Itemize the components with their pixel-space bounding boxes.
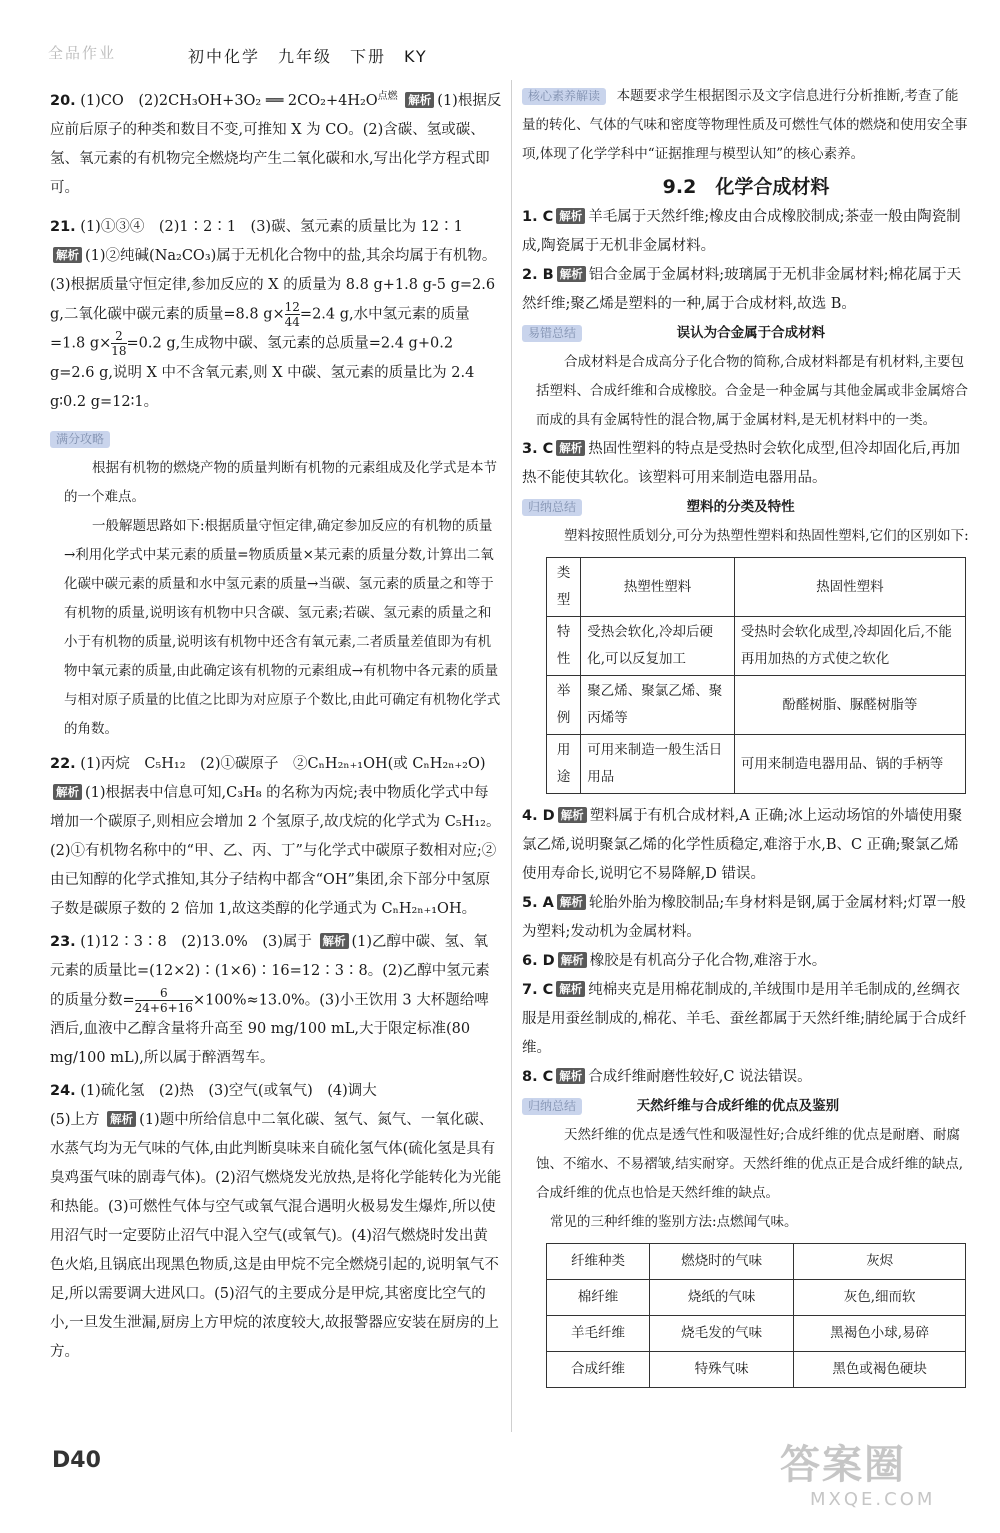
analysis-text: (1)②纯碱(Na₂CO₃)属于无机化合物中的盐,其余均属于有机物。(3)根据质量守恒定律,参加反应的 X 的质量为 8.8 g+1.8 g-5 g=2.6 g,二氧化碳中碳元素的质量=8.8 g×	[50, 247, 497, 323]
analysis-tag: 解析	[107, 1111, 136, 1127]
table-cell: 举例	[547, 676, 581, 735]
q21	[50, 213, 502, 242]
tip-box-common-mistakes	[522, 319, 970, 435]
answer: (5)上方	[50, 1112, 100, 1129]
table-header: 热塑性塑料	[581, 558, 735, 617]
answer: (1)12∶3∶8 (2)13.0% (3)属于	[80, 933, 312, 950]
answer: (1)CO (2)2CH₃OH+3O₂ ══ 2CO₂+4H₂O	[80, 92, 378, 109]
table-row	[547, 735, 966, 794]
question-number: 2. B	[522, 267, 554, 283]
fibers-table	[546, 1243, 966, 1388]
r-q1	[522, 203, 970, 261]
watermark	[780, 1440, 980, 1520]
tip-title: 塑料的分类及特性	[686, 499, 795, 515]
r-q2	[522, 261, 970, 319]
question-number: 23.	[50, 933, 76, 950]
table-row	[547, 1316, 966, 1352]
page-number: D40	[52, 1448, 101, 1473]
question-number: 6. D	[522, 953, 555, 969]
answer: (1)丙烷 C₅H₁₂ (2)①碳原子 ②CₙH₂ₙ₊₁OH(或 CₙH₂ₙ₊₂O)	[80, 755, 486, 772]
table-cell: 酚醛树脂、脲醛树脂等	[734, 676, 965, 735]
r-q3	[522, 435, 970, 493]
question-number: 7. C	[522, 982, 554, 998]
q23: 23. (1)12∶3∶8 (2)13.0% (3)属于 解析 (1)乙醇中碳、氢、氧元素的质量比=(12×2)∶(1×6)∶16=12∶3∶8。(2)乙醇中氢元素的质量分数= $\frac{6}{24+6+16}$ ×100%≈13.0%。(3)小王饮用 3 大杯题给啤酒后,血液中乙醇含量将升高至 90 mg/100 mL,大于限定标准(80 mg/100 mL),所以属于醉酒驾车。	[50, 928, 502, 1074]
tip-text: 合成材料是合成高分子化合物的简称,合成材料都是有机材料,主要包括塑料、合成纤维和合成橡胶。合金是一种金属与其他金属或非金属熔合而成的具有金属特性的混合物,属于金属材料,是无机材料中的一类。	[536, 354, 968, 428]
tip-text: 本题要求学生根据图示及文字信息进行分析推断,考查了能量的转化、气体的气味和密度等物理性质及可燃性气体的燃烧和使用安全事项,体现了化学学科中“证据推理与模型认知”的核心素养。	[522, 88, 968, 162]
fraction: $\frac{6}{24+6+16}$	[134, 985, 193, 1015]
tip-text: 天然纤维的优点是透气性和吸湿性好;合成纤维的优点是耐磨、耐腐蚀、不缩水、不易褶皱,结实耐穿。天然纤维的优点正是合成纤维的缺点,合成纤维的优点也恰是天然纤维的缺点。	[536, 1127, 964, 1201]
table-cell: 特性	[547, 617, 581, 676]
table-cell: 黑色或褐色硬块	[794, 1352, 966, 1388]
header-title: 初中化学 九年级 下册 KY	[188, 47, 428, 66]
tip-title: 误认为合金属于合成材料	[676, 325, 826, 341]
tip-tag: 归纳总结	[522, 499, 582, 516]
table-header: 热固性塑料	[734, 558, 965, 617]
table-cell: 合成纤维	[547, 1352, 650, 1388]
answer: (1)①③④ (2)1∶2∶1 (3)碳、氢元素的质量比为 12∶1	[80, 218, 463, 235]
table-header: 类型	[547, 558, 581, 617]
analysis-text: 轮胎外胎为橡胶制品;车身材料是钢,属于金属材料;灯罩一般为塑料;发动机为金属材料。	[522, 895, 966, 940]
tip-tag: 核心素养解读	[522, 88, 606, 105]
tip-text: 常见的三种纤维的鉴别方法:点燃闻气味。	[550, 1214, 798, 1230]
table-header: 燃烧时的气味	[649, 1244, 793, 1280]
analysis-tag: 解析	[556, 1068, 585, 1084]
question-number: 1. C	[522, 209, 554, 225]
fraction: $\frac{12}{44}$	[284, 299, 300, 329]
q22-analysis	[50, 779, 502, 924]
table-row	[547, 1352, 966, 1388]
table-cell: 聚乙烯、聚氯乙烯、聚丙烯等	[581, 676, 735, 735]
question-number: 22.	[50, 755, 76, 772]
analysis-text: 塑料属于有机合成材料,A 正确;冰上运动场馆的外墙使用聚氯乙烯,说明聚氯乙烯的化学性质稳定,难溶于水,B、C 正确;聚氯乙烯使用寿命长,说明它不易降解,D 错误。	[522, 808, 963, 882]
r-q6	[522, 947, 970, 976]
analysis-tag: 解析	[557, 266, 586, 282]
table-header: 灰烬	[794, 1244, 966, 1280]
table-cell: 烧纸的气味	[649, 1280, 793, 1316]
question-number: 4. D	[522, 808, 555, 824]
analysis-text: (1)根据表中信息可知,C₃H₈ 的名称为丙烷;表中物质化学式中每增加一个碳原子,则相应会增加 2 个氢原子,故戊烷的化学式为 C₅H₁₂。(2)①有机物名称中的“甲、乙、丙、丁”与化学式中碳原子数相对应;②由已知醇的化学式推知,其分子结构中都含“OH”集团,余下部分中氢原子数是碳原子数的 2 倍加 1,故这类醇的化学通式为 CₙH₂ₙ₊₁OH。	[50, 784, 501, 917]
r-q8	[522, 1063, 970, 1092]
tip-text: 一般解题思路如下:根据质量守恒定律,确定参加反应的有机物的质量→利用化学式中某元素的质量=物质质量×某元素的质量分数,计算出二氧化碳中碳元素的质量和水中氢元素的质量→当碳、氢元素的质量之和等于有机物的质量,说明该有机物中只含碳、氢元素;若碳、氢元素的质量之和小于有机物的质量,说明该有机物中还含有氧元素,二者质量差值即为有机物中氧元素的质量,由此确定该有机物的元素组成→有机物中各元素的质量与相对原子质量的比值之比即为对应原子个数比,由此可确定有机物化学式的角数。	[64, 517, 501, 737]
analysis-tag: 解析	[320, 933, 349, 949]
analysis-text: 橡胶是有机高分子化合物,难溶于水。	[589, 953, 827, 969]
analysis-tag: 解析	[556, 981, 585, 997]
analysis-tag: 解析	[556, 208, 585, 224]
tip-box-plastics	[522, 493, 970, 794]
r-q7	[522, 976, 970, 1063]
table-cell: 可用来制造一般生活日用品	[581, 735, 735, 794]
answer: (1)硫化氢 (2)热 (3)空气(或氧气) (4)调大	[80, 1083, 377, 1100]
q24-analysis	[50, 1106, 502, 1367]
tip-text: 根据有机物的燃烧产物的质量判断有机物的元素组成及化学式是本节的一个难点。	[64, 459, 497, 505]
watermark-url: MXQE.COM	[810, 1489, 936, 1510]
question-number: 3. C	[522, 441, 554, 457]
right-column	[522, 82, 970, 1388]
question-number: 8. C	[522, 1069, 554, 1085]
tip-title: 天然纤维与合成纤维的优点及鉴别	[636, 1098, 840, 1114]
left-column	[50, 82, 502, 1367]
analysis-text: (1)根据反应前后原子的种类和数目不变,可推知 X 为 CO。(2)含碳、氢或碳、氢、氧元素的有机物完全燃烧均产生二氧化碳和水,写出化学方程式即可。	[50, 92, 502, 196]
analysis-tag: 解析	[558, 807, 587, 823]
table-cell: 棉纤维	[547, 1280, 650, 1316]
analysis-tag: 解析	[405, 92, 434, 108]
question-number: 24.	[50, 1083, 76, 1100]
reaction-condition: 点燃	[377, 91, 398, 102]
tip-box-fibers	[522, 1092, 970, 1388]
tip-text: 塑料按照性质划分,可分为热塑性塑料和热固性塑料,它们的区别如下:	[564, 528, 969, 544]
table-cell: 烧毛发的气味	[649, 1316, 793, 1352]
analysis-text: (1)乙醇中碳、氢、氧元素的质量比=(12×2)∶(1×6)∶16=12∶3∶8。(2)乙醇中氢元素的质量分数=	[50, 933, 490, 1009]
analysis-tag: 解析	[557, 894, 586, 910]
analysis-tag: 解析	[53, 784, 82, 800]
table-cell: 特殊气味	[649, 1352, 793, 1388]
section-title: 9.2 化学合成材料	[662, 176, 830, 198]
tip-tag: 满分攻略	[50, 431, 110, 448]
table-cell: 用途	[547, 735, 581, 794]
q22	[50, 750, 502, 779]
tip-box-full-marks	[50, 425, 502, 744]
plastics-table	[546, 557, 966, 794]
analysis-text: (1)题中所给信息中二氧化碳、氢气、氮气、一氧化碳、水蒸气均为无气味的气体,由此判断臭味来自硫化氢气体(硫化氢是具有臭鸡蛋气味的剧毒气体)。(2)沼气燃烧发光放热,是将化学能转化为光能和热能。(3)可燃性气体与空气或氧气混合遇明火极易发生爆炸,所以使用沼气时一定要防止沼气中混入空气(或氧气)。(4)沼气燃烧时发出黄色火焰,且锅底出现黑色物质,这是由甲烷不完全燃烧引起的,说明氧气不足,所以需要调大进风口。(5)沼气的主要成分是甲烷,其密度比空气的小,一旦发生泄漏,厨房上方甲烷的浓度较大,故报警器应安装在厨房的上方。	[50, 1112, 502, 1361]
tip-tag: 易错总结	[522, 325, 582, 342]
analysis-text: 热固性塑料的特点是受热时会软化成型,但冷却固化后,再加热不能使其软化。该塑料可用来制造电器用品。	[522, 441, 961, 486]
watermark-logo: 答案圈	[780, 1442, 906, 1488]
table-row	[547, 617, 966, 676]
analysis-tag: 解析	[556, 440, 585, 456]
analysis-text: 羊毛属于天然纤维;橡皮由合成橡胶制成;茶壶一般由陶瓷制成,陶瓷属于无机非金属材料。	[522, 209, 961, 254]
table-cell: 羊毛纤维	[547, 1316, 650, 1352]
tip-box-core-literacy	[522, 82, 970, 169]
tip-tag: 归纳总结	[522, 1098, 582, 1115]
analysis-text: 合成纤维耐磨性较好,C 说法错误。	[588, 1069, 812, 1085]
table-cell: 灰色,细而软	[794, 1280, 966, 1316]
q20	[50, 82, 502, 203]
table-cell: 受热会软化,冷却后硬化,可以反复加工	[581, 617, 735, 676]
analysis-text: 铝合金属于金属材料;玻璃属于无机非金属材料;棉花属于天然纤维;聚乙烯是塑料的一种,属于合成材料,故选 B。	[522, 267, 961, 312]
table-row	[547, 676, 966, 735]
table-header: 纤维种类	[547, 1244, 650, 1280]
fraction: $\frac{2}{18}$	[111, 329, 127, 359]
q24	[50, 1077, 502, 1106]
q21-analysis: 解析 (1)②纯碱(Na₂CO₃)属于无机化合物中的盐,其余均属于有机物。(3)根据质量守恒定律,参加反应的 X 的质量为 8.8 g+1.8 g-5 g=2.6 g,二氧化碳中碳元素的质量=8.8 g× $\frac{12}{44}$ =2.4 g,水中氢元素的质量=1.8 g× $\frac{2}{18}$ =0.2 g,生成物中碳、氢元素的总质量=2.4 g+0.2 g=2.6 g,说明 X 中不含氧元素,则 X 中碳、氢元素的质量比为 2.4 g∶0.2 g=12∶1。	[50, 247, 497, 410]
question-number: 21.	[50, 218, 76, 235]
column-divider	[511, 80, 512, 1432]
analysis-tag: 解析	[53, 247, 82, 263]
r-q4	[522, 802, 970, 889]
table-cell: 受热时会软化成型,冷却固化后,不能再用加热的方式使之软化	[734, 617, 965, 676]
question-number: 20.	[50, 92, 76, 109]
brand-logo: 全品作业	[48, 44, 117, 62]
question-number: 5. A	[522, 895, 554, 911]
r-q5	[522, 889, 970, 947]
analysis-tag: 解析	[558, 952, 587, 968]
table-row	[547, 1280, 966, 1316]
table-cell: 黑褐色小球,易碎	[794, 1316, 966, 1352]
table-cell: 可用来制造电器用品、锅的手柄等	[734, 735, 965, 794]
analysis-text: 纯棉夹克是用棉花制成的,羊绒围巾是用羊毛制成的,丝绸衣服是用蚕丝制成的,棉花、羊毛、蚕丝都属于天然纤维;腈纶属于合成纤维。	[522, 982, 967, 1056]
page-header	[48, 44, 948, 68]
